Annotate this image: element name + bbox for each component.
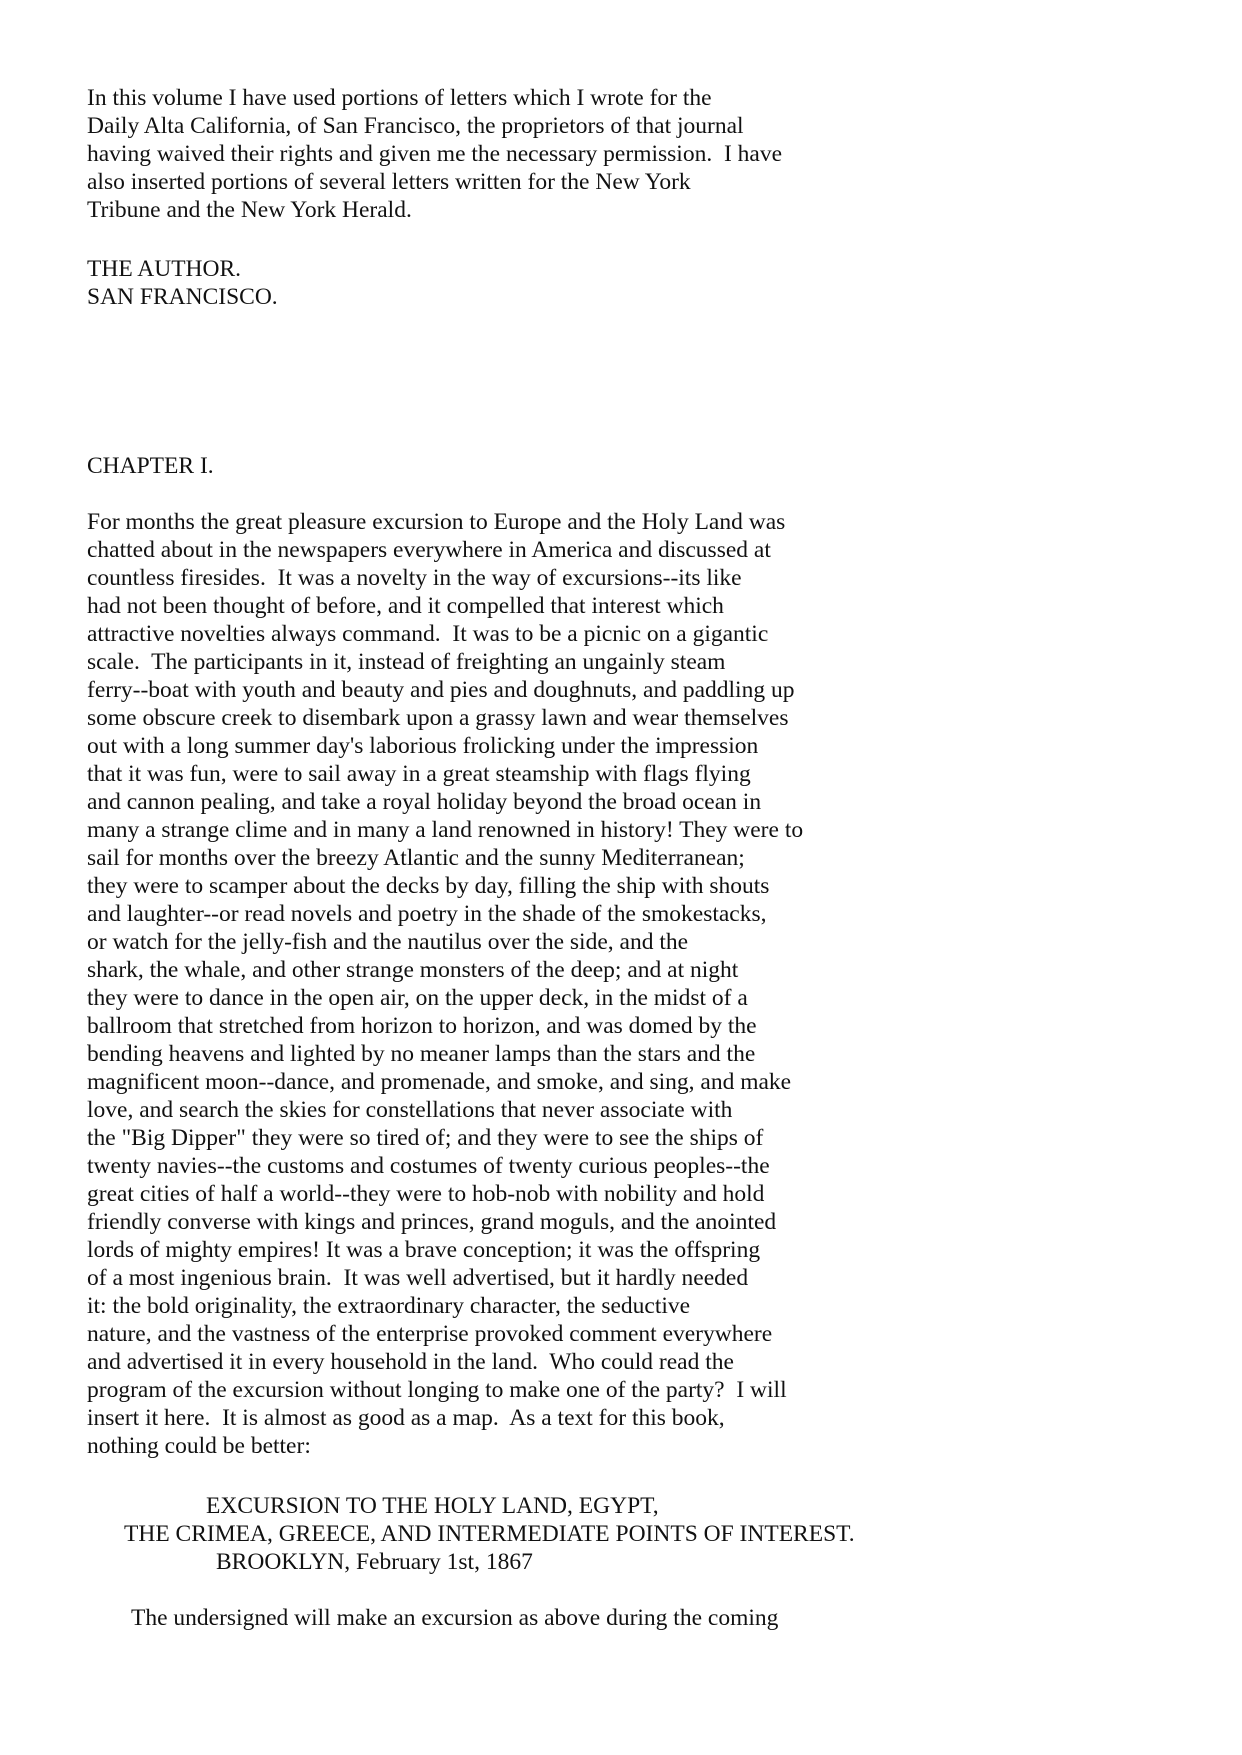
paragraph-line: attractive novelties always command. It was to be a picnic on a gigantic [87,621,769,647]
paragraph-line: nature, and the vastness of the enterprise provoked comment everywhere [87,1321,773,1347]
paragraph-line: and cannon pealing, and take a royal holiday beyond the broad ocean in [87,789,762,815]
program-dateline: BROOKLYN, February 1st, 1867 [216,1549,533,1575]
paragraph-line: of a most ingenious brain. It was well advertised, but it hardly needed [87,1265,749,1291]
paragraph-line: sail for months over the breezy Atlantic and the sunny Mediterranean; [87,845,745,871]
chapter-title: CHAPTER I. [87,453,214,479]
paragraph-line: insert it here. It is almost as good as a map. As a text for this book, [87,1405,725,1431]
preface-line: Daily Alta California, of San Francisco, the proprietors of that journal [87,113,744,139]
paragraph-line: program of the excursion without longing to make one of the party? I will [87,1377,787,1403]
paragraph-line: ballroom that stretched from horizon to horizon, and was domed by the [87,1013,757,1039]
paragraph-line: shark, the whale, and other strange monsters of the deep; and at night [87,957,739,983]
paragraph-line: chatted about in the newspapers everywhere in America and discussed at [87,537,771,563]
paragraph-line: scale. The participants in it, instead of freighting an ungainly steam [87,649,726,675]
preface-line: Tribune and the New York Herald. [87,197,412,223]
paragraph-line: ferry--boat with youth and beauty and pies and doughnuts, and paddling up [87,677,795,703]
paragraph-line: that it was fun, were to sail away in a great steamship with flags flying [87,761,751,787]
paragraph-line: bending heavens and lighted by no meaner lamps than the stars and the [87,1041,756,1067]
program-title-line-2: THE CRIMEA, GREECE, AND INTERMEDIATE POINTS OF INTEREST. [124,1521,855,1547]
paragraph-line: friendly converse with kings and princes, grand moguls, and the anointed [87,1209,777,1235]
paragraph-line: the "Big Dipper" they were so tired of; and they were to see the ships of [87,1125,764,1151]
paragraph-line: it: the bold originality, the extraordinary character, the seductive [87,1293,691,1319]
paragraph-line: nothing could be better: [87,1433,311,1459]
program-title-line-1: EXCURSION TO THE HOLY LAND, EGYPT, [206,1493,659,1519]
preface-line: also inserted portions of several letters written for the New York [87,169,691,195]
paragraph-line: twenty navies--the customs and costumes of twenty curious peoples--the [87,1153,770,1179]
paragraph-line: many a strange clime and in many a land renowned in history! They were to [87,817,804,843]
paragraph-line: out with a long summer day's laborious frolicking under the impression [87,733,759,759]
paragraph-line: countless firesides. It was a novelty in the way of excursions--its like [87,565,742,591]
signature-line: THE AUTHOR. [87,256,242,282]
paragraph-line: lords of mighty empires! It was a brave conception; it was the offspring [87,1237,761,1263]
signature-line: SAN FRANCISCO. [87,284,278,310]
paragraph-line: some obscure creek to disembark upon a grassy lawn and wear themselves [87,705,789,731]
paragraph-line: they were to dance in the open air, on the upper deck, in the midst of a [87,985,748,1011]
paragraph-line: and laughter--or read novels and poetry in the shade of the smokestacks, [87,901,767,927]
paragraph-line: had not been thought of before, and it compelled that interest which [87,593,724,619]
paragraph-line: or watch for the jelly-fish and the nautilus over the side, and the [87,929,689,955]
preface-line: In this volume I have used portions of letters which I wrote for the [87,85,712,111]
paragraph-line: For months the great pleasure excursion to Europe and the Holy Land was [87,509,786,535]
paragraph-line: magnificent moon--dance, and promenade, and smoke, and sing, and make [87,1069,792,1095]
paragraph-line: they were to scamper about the decks by day, filling the ship with shouts [87,873,770,899]
program-body-line: The undersigned will make an excursion as above during the coming [131,1605,779,1631]
paragraph-line: and advertised it in every household in the land. Who could read the [87,1349,734,1375]
paragraph-line: great cities of half a world--they were to hob-nob with nobility and hold [87,1181,765,1207]
paragraph-line: love, and search the skies for constellations that never associate with [87,1097,733,1123]
preface-line: having waived their rights and given me the necessary permission. I have [87,141,783,167]
